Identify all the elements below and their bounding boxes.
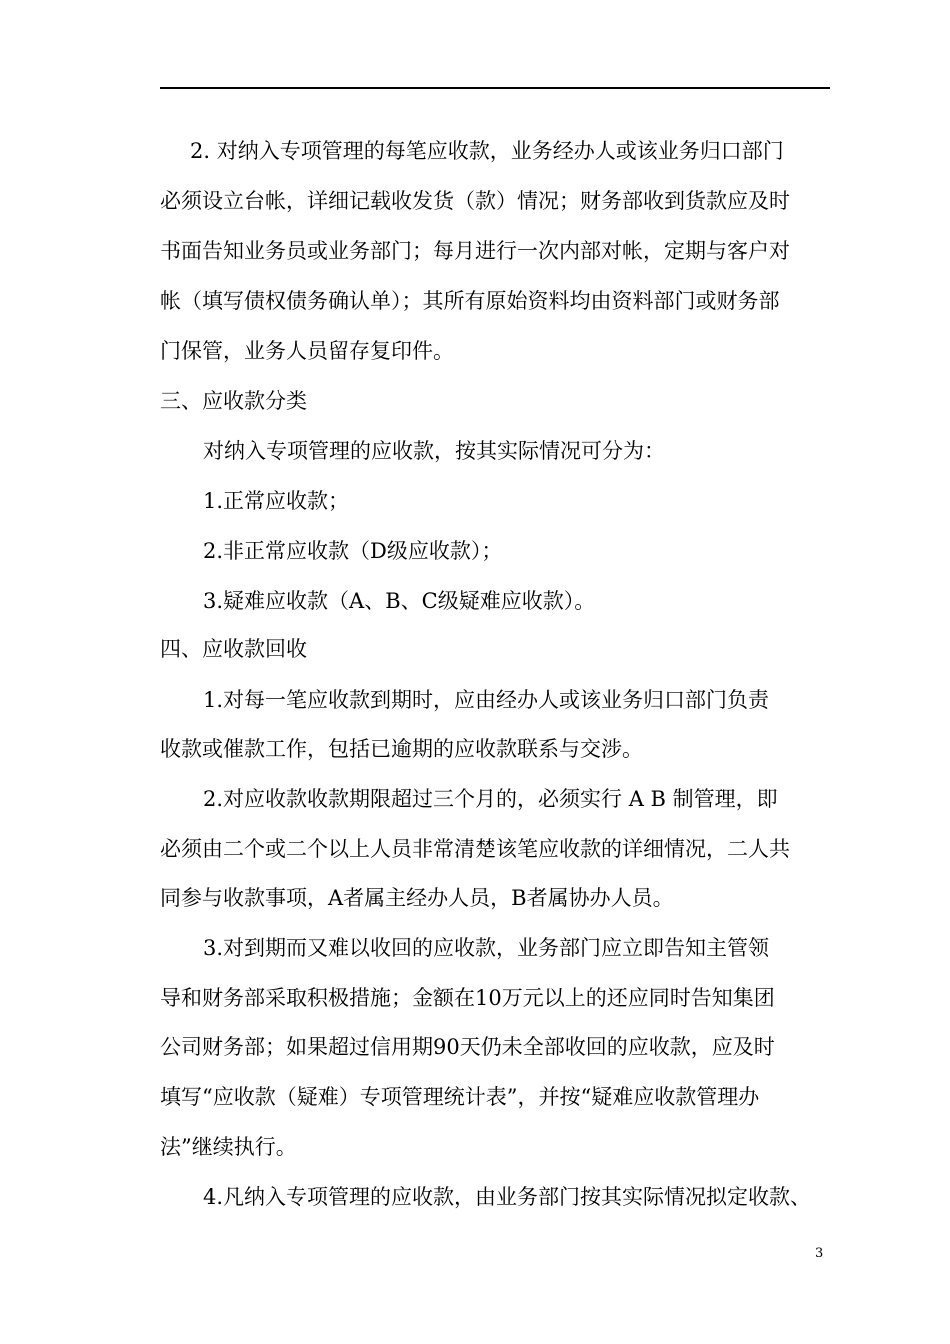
page-number: 3	[815, 1246, 824, 1261]
header-rule	[160, 87, 830, 89]
section-heading: 四、应收款回收	[160, 637, 307, 661]
paragraph-line: 2. 对纳入专项管理的每笔应收款，业务经办人或该业务归口部门	[190, 139, 784, 163]
paragraph-line: 必须由二个或二个以上人员非常清楚该笔应收款的详细情况，二人共	[160, 837, 790, 861]
paragraph-line: 2.对应收款收款期限超过三个月的，必须实行 A B 制管理，即	[203, 787, 778, 811]
paragraph-line: 对纳入专项管理的应收款，按其实际情况可分为：	[203, 439, 665, 463]
paragraph-line: 收款或催款工作，包括已逾期的应收款联系与交涉。	[160, 737, 643, 761]
paragraph-line: 门保管，业务人员留存复印件。	[160, 339, 454, 363]
paragraph-line: 导和财务部采取积极措施；金额在10万元以上的还应同时告知集团	[160, 986, 775, 1010]
paragraph-line: 帐（填写债权债务确认单）；其所有原始资料均由资料部门或财务部	[160, 289, 780, 313]
paragraph-line: 4.凡纳入专项管理的应收款，由业务部门按其实际情况拟定收款、	[203, 1185, 812, 1209]
section-heading: 三、应收款分类	[160, 389, 307, 413]
paragraph-line: 法”继续执行。	[160, 1135, 297, 1159]
paragraph-line: 同参与收款事项，A者属主经办人员，B者属协办人员。	[160, 886, 674, 910]
list-item: 3.疑难应收款（A、B、C级疑难应收款）。	[203, 589, 596, 613]
paragraph-line: 填写“应收款（疑难）专项管理统计表”，并按“疑难应收款管理办	[160, 1085, 760, 1109]
list-item: 1.正常应收款；	[203, 489, 350, 513]
list-item: 2.非正常应收款（D级应收款）；	[203, 539, 503, 563]
paragraph-line: 1.对每一笔应收款到期时，应由经办人或该业务归口部门负责	[203, 688, 770, 712]
paragraph-line: 必须设立台帐，详细记载收发货（款）情况；财务部收到货款应及时	[160, 189, 790, 213]
paragraph-line: 3.对到期而又难以收回的应收款，业务部门应立即告知主管领	[203, 936, 770, 960]
paragraph-line: 公司财务部；如果超过信用期90天仍未全部收回的应收款，应及时	[160, 1035, 775, 1059]
paragraph-line: 书面告知业务员或业务部门；每月进行一次内部对帐，定期与客户对	[160, 239, 790, 263]
